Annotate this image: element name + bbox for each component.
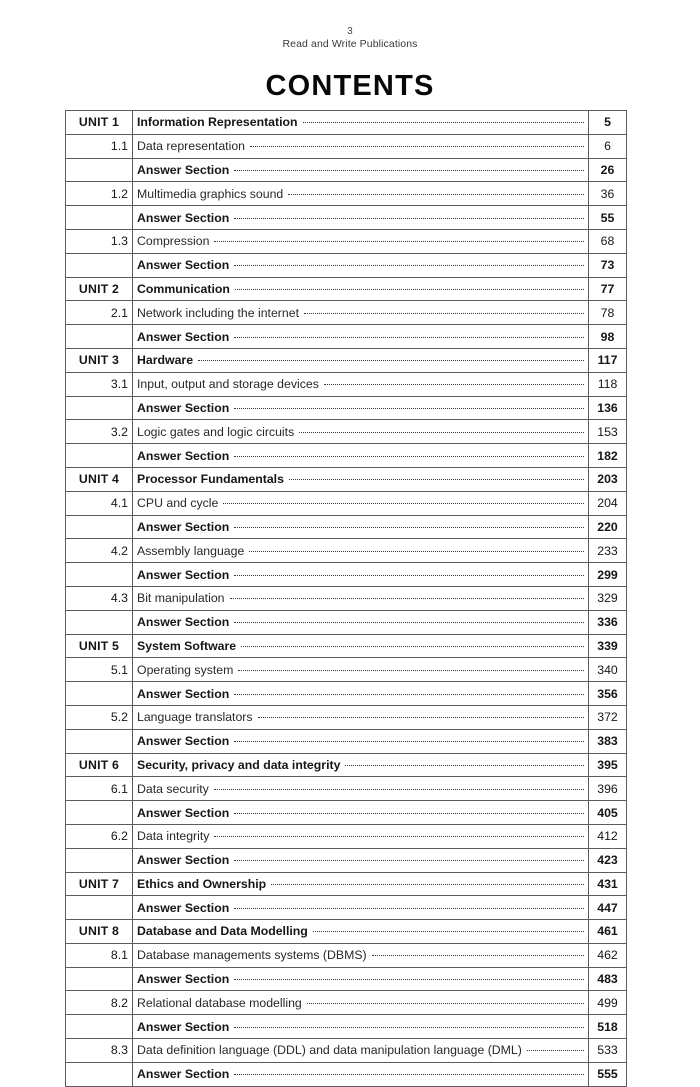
entry-page-number: 98 xyxy=(589,325,627,349)
unit-label: UNIT 6 xyxy=(66,753,133,777)
table-row xyxy=(66,563,627,587)
page-title: CONTENTS xyxy=(265,70,435,102)
entry-title: Multimedia graphics sound xyxy=(137,186,284,201)
entry-title: Answer Section xyxy=(137,900,230,915)
table-row xyxy=(66,134,627,158)
section-number: 3.1 xyxy=(66,372,133,396)
table-row xyxy=(66,872,627,896)
section-number xyxy=(66,1062,133,1086)
leader-dots xyxy=(345,765,584,766)
entry-title-cell xyxy=(133,991,589,1015)
entry-title-cell xyxy=(133,372,589,396)
section-number: 6.1 xyxy=(66,777,133,801)
section-number xyxy=(66,515,133,539)
table-row xyxy=(66,634,627,658)
leader-dots xyxy=(234,265,584,266)
entry-title-cell xyxy=(133,729,589,753)
entry-title-cell xyxy=(133,206,589,230)
entry-title: Language translators xyxy=(137,710,253,725)
leader-dots xyxy=(234,813,584,814)
table-row xyxy=(66,777,627,801)
entry-title: Answer Section xyxy=(137,210,230,225)
entry-page-number: 462 xyxy=(589,943,627,967)
entry-title-cell xyxy=(133,896,589,920)
leader-dots xyxy=(289,479,584,480)
entry-title-cell xyxy=(133,634,589,658)
section-number: 4.1 xyxy=(66,491,133,515)
section-number xyxy=(66,396,133,420)
leader-dots xyxy=(241,646,584,647)
entry-page-number: 340 xyxy=(589,658,627,682)
entry-title-cell xyxy=(133,539,589,563)
entry-title-cell xyxy=(133,967,589,991)
leader-dots xyxy=(234,741,584,742)
table-row xyxy=(66,801,627,825)
entry-title: System Software xyxy=(137,638,237,653)
table-row xyxy=(66,991,627,1015)
entry-page-number: 372 xyxy=(589,705,627,729)
leader-dots xyxy=(234,1027,584,1028)
entry-page-number: 339 xyxy=(589,634,627,658)
entry-title: Answer Section xyxy=(137,162,230,177)
entry-title-cell xyxy=(133,491,589,515)
section-number: 6.2 xyxy=(66,824,133,848)
table-row xyxy=(66,348,627,372)
entry-title-cell xyxy=(133,301,589,325)
entry-page-number: 204 xyxy=(589,491,627,515)
entry-page-number: 36 xyxy=(589,182,627,206)
entry-page-number: 73 xyxy=(589,253,627,277)
leader-dots xyxy=(271,884,584,885)
leader-dots xyxy=(313,931,584,932)
leader-dots xyxy=(324,384,584,385)
entry-title-cell xyxy=(133,111,589,135)
table-row xyxy=(66,705,627,729)
entry-title: Answer Section xyxy=(137,519,230,534)
entry-title: Hardware xyxy=(137,353,194,368)
entry-title: Information Representation xyxy=(137,115,298,130)
section-number xyxy=(66,729,133,753)
table-row xyxy=(66,967,627,991)
table-row xyxy=(66,753,627,777)
entry-title: CPU and cycle xyxy=(137,496,219,511)
table-row xyxy=(66,586,627,610)
entry-title-cell xyxy=(133,348,589,372)
section-number: 5.1 xyxy=(66,658,133,682)
section-number: 1.2 xyxy=(66,182,133,206)
entry-title: Answer Section xyxy=(137,1067,230,1082)
entry-title: Operating system xyxy=(137,662,234,677)
entry-page-number: 203 xyxy=(589,467,627,491)
entry-title: Data security xyxy=(137,781,209,796)
table-row xyxy=(66,111,627,135)
entry-title-cell xyxy=(133,586,589,610)
table-row xyxy=(66,824,627,848)
entry-page-number: 396 xyxy=(589,777,627,801)
entry-page-number: 68 xyxy=(589,229,627,253)
entry-title-cell xyxy=(133,467,589,491)
section-number xyxy=(66,682,133,706)
entry-page-number: 117 xyxy=(589,348,627,372)
leader-dots xyxy=(234,622,584,623)
leader-dots xyxy=(372,955,584,956)
leader-dots xyxy=(288,194,584,195)
section-number xyxy=(66,444,133,468)
entry-title: Logic gates and logic circuits xyxy=(137,424,295,439)
leader-dots xyxy=(234,456,584,457)
entry-title-cell xyxy=(133,420,589,444)
unit-label: UNIT 2 xyxy=(66,277,133,301)
entry-title-cell xyxy=(133,1039,589,1063)
entry-title: Answer Section xyxy=(137,567,230,582)
entry-title-cell xyxy=(133,872,589,896)
entry-title-cell xyxy=(133,253,589,277)
entry-title-cell xyxy=(133,444,589,468)
section-number xyxy=(66,1015,133,1039)
entry-page-number: 533 xyxy=(589,1039,627,1063)
entry-page-number: 329 xyxy=(589,586,627,610)
leader-dots xyxy=(249,551,584,552)
entry-title: Relational database modelling xyxy=(137,995,302,1010)
entry-page-number: 461 xyxy=(589,920,627,944)
unit-label: UNIT 4 xyxy=(66,467,133,491)
table-row xyxy=(66,896,627,920)
entry-title: Answer Section xyxy=(137,805,230,820)
table-row xyxy=(66,444,627,468)
entry-title-cell xyxy=(133,277,589,301)
table-row xyxy=(66,729,627,753)
table-row xyxy=(66,515,627,539)
entry-title: Bit manipulation xyxy=(137,591,225,606)
entry-page-number: 55 xyxy=(589,206,627,230)
entry-title-cell xyxy=(133,848,589,872)
entry-page-number: 518 xyxy=(589,1015,627,1039)
leader-dots xyxy=(198,360,584,361)
section-number xyxy=(66,610,133,634)
entry-title: Answer Section xyxy=(137,615,230,630)
leader-dots xyxy=(234,337,584,338)
leader-dots xyxy=(214,836,584,837)
entry-title: Security, privacy and data integrity xyxy=(137,757,341,772)
leader-dots xyxy=(234,170,584,171)
section-number: 2.1 xyxy=(66,301,133,325)
entry-title-cell xyxy=(133,682,589,706)
entry-page-number: 447 xyxy=(589,896,627,920)
table-row xyxy=(66,325,627,349)
entry-title-cell xyxy=(133,777,589,801)
section-number xyxy=(66,325,133,349)
entry-title: Compression xyxy=(137,234,210,249)
leader-dots xyxy=(214,789,584,790)
leader-dots xyxy=(250,146,584,147)
leader-dots xyxy=(234,860,584,861)
publisher-name: Read and Write Publications xyxy=(282,37,418,50)
table-row xyxy=(66,372,627,396)
table-row xyxy=(66,1015,627,1039)
entry-page-number: 383 xyxy=(589,729,627,753)
entry-page-number: 136 xyxy=(589,396,627,420)
leader-dots xyxy=(235,289,584,290)
leader-dots xyxy=(234,694,584,695)
table-row xyxy=(66,610,627,634)
leader-dots xyxy=(258,717,584,718)
entry-page-number: 356 xyxy=(589,682,627,706)
entry-page-number: 233 xyxy=(589,539,627,563)
entry-title-cell xyxy=(133,182,589,206)
running-header xyxy=(0,26,700,50)
entry-title: Database managements systems (DBMS) xyxy=(137,948,367,963)
leader-dots xyxy=(234,908,584,909)
entry-title: Ethics and Ownership xyxy=(137,876,267,891)
table-row xyxy=(66,848,627,872)
entry-title: Answer Section xyxy=(137,400,230,415)
section-number: 4.3 xyxy=(66,586,133,610)
entry-title-cell xyxy=(133,515,589,539)
section-number: 3.2 xyxy=(66,420,133,444)
entry-page-number: 483 xyxy=(589,967,627,991)
table-of-contents xyxy=(65,110,626,1087)
table-row xyxy=(66,658,627,682)
section-number xyxy=(66,206,133,230)
table-row xyxy=(66,920,627,944)
table-row xyxy=(66,206,627,230)
entry-title-cell xyxy=(133,1015,589,1039)
entry-page-number: 412 xyxy=(589,824,627,848)
entry-title: Database and Data Modelling xyxy=(137,924,308,939)
leader-dots xyxy=(234,1074,584,1075)
entry-title: Answer Section xyxy=(137,734,230,749)
table-row xyxy=(66,158,627,182)
section-number: 8.2 xyxy=(66,991,133,1015)
leader-dots xyxy=(234,218,584,219)
table-row xyxy=(66,229,627,253)
entry-title-cell xyxy=(133,753,589,777)
section-number xyxy=(66,967,133,991)
entry-title-cell xyxy=(133,801,589,825)
table-row xyxy=(66,253,627,277)
section-number xyxy=(66,253,133,277)
entry-title-cell xyxy=(133,610,589,634)
entry-title-cell xyxy=(133,705,589,729)
entry-title: Answer Section xyxy=(137,853,230,868)
entry-title-cell xyxy=(133,658,589,682)
section-number: 5.2 xyxy=(66,705,133,729)
entry-page-number: 26 xyxy=(589,158,627,182)
unit-label: UNIT 7 xyxy=(66,872,133,896)
entry-title: Communication xyxy=(137,281,230,296)
folio-number: 3 xyxy=(347,26,353,37)
entry-page-number: 336 xyxy=(589,610,627,634)
leader-dots xyxy=(304,313,584,314)
entry-page-number: 220 xyxy=(589,515,627,539)
entry-page-number: 6 xyxy=(589,134,627,158)
entry-title: Input, output and storage devices xyxy=(137,377,319,392)
entry-title-cell xyxy=(133,325,589,349)
table-row xyxy=(66,1062,627,1086)
section-number: 1.1 xyxy=(66,134,133,158)
leader-dots xyxy=(223,503,584,504)
table-row xyxy=(66,539,627,563)
entry-page-number: 77 xyxy=(589,277,627,301)
section-number xyxy=(66,158,133,182)
section-number xyxy=(66,896,133,920)
table-row xyxy=(66,420,627,444)
entry-page-number: 499 xyxy=(589,991,627,1015)
entry-page-number: 431 xyxy=(589,872,627,896)
entry-title: Processor Fundamentals xyxy=(137,472,284,487)
section-number xyxy=(66,801,133,825)
table-row xyxy=(66,277,627,301)
section-number: 1.3 xyxy=(66,229,133,253)
entry-title-cell xyxy=(133,134,589,158)
entry-page-number: 182 xyxy=(589,444,627,468)
section-number: 4.2 xyxy=(66,539,133,563)
entry-title-cell xyxy=(133,920,589,944)
leader-dots xyxy=(234,979,584,980)
leader-dots xyxy=(214,241,584,242)
entry-page-number: 423 xyxy=(589,848,627,872)
entry-title: Data definition language (DDL) and data manipulation language (DML) xyxy=(137,1043,522,1058)
leader-dots xyxy=(303,122,584,123)
entry-title-cell xyxy=(133,158,589,182)
entry-title: Answer Section xyxy=(137,686,230,701)
table-row xyxy=(66,396,627,420)
entry-page-number: 405 xyxy=(589,801,627,825)
leader-dots xyxy=(234,575,584,576)
entry-title-cell xyxy=(133,1062,589,1086)
table-row xyxy=(66,682,627,706)
section-number xyxy=(66,848,133,872)
leader-dots xyxy=(307,1003,584,1004)
entry-title-cell xyxy=(133,943,589,967)
entry-title: Answer Section xyxy=(137,329,230,344)
entry-page-number: 299 xyxy=(589,563,627,587)
entry-title: Answer Section xyxy=(137,258,230,273)
unit-label: UNIT 1 xyxy=(66,111,133,135)
entry-page-number: 118 xyxy=(589,372,627,396)
entry-title: Answer Section xyxy=(137,448,230,463)
table-row xyxy=(66,467,627,491)
unit-label: UNIT 5 xyxy=(66,634,133,658)
table-row xyxy=(66,943,627,967)
entry-page-number: 555 xyxy=(589,1062,627,1086)
entry-page-number: 5 xyxy=(589,111,627,135)
entry-page-number: 78 xyxy=(589,301,627,325)
leader-dots xyxy=(234,527,584,528)
leader-dots xyxy=(234,408,584,409)
section-number: 8.3 xyxy=(66,1039,133,1063)
toc-table xyxy=(65,110,627,1087)
leader-dots xyxy=(238,670,584,671)
section-number: 8.1 xyxy=(66,943,133,967)
entry-title-cell xyxy=(133,396,589,420)
entry-title: Network including the internet xyxy=(137,305,299,320)
table-row xyxy=(66,491,627,515)
entry-title: Assembly language xyxy=(137,543,245,558)
entry-title-cell xyxy=(133,229,589,253)
entry-page-number: 153 xyxy=(589,420,627,444)
section-number xyxy=(66,563,133,587)
leader-dots xyxy=(299,432,584,433)
entry-page-number: 395 xyxy=(589,753,627,777)
leader-dots xyxy=(527,1050,584,1051)
entry-title-cell xyxy=(133,824,589,848)
unit-label: UNIT 3 xyxy=(66,348,133,372)
entry-title: Data representation xyxy=(137,139,246,154)
entry-title: Answer Section xyxy=(137,1019,230,1034)
entry-title: Answer Section xyxy=(137,972,230,987)
table-row xyxy=(66,301,627,325)
table-row xyxy=(66,1039,627,1063)
table-row xyxy=(66,182,627,206)
entry-title: Data integrity xyxy=(137,829,210,844)
leader-dots xyxy=(230,598,585,599)
entry-title-cell xyxy=(133,563,589,587)
unit-label: UNIT 8 xyxy=(66,920,133,944)
